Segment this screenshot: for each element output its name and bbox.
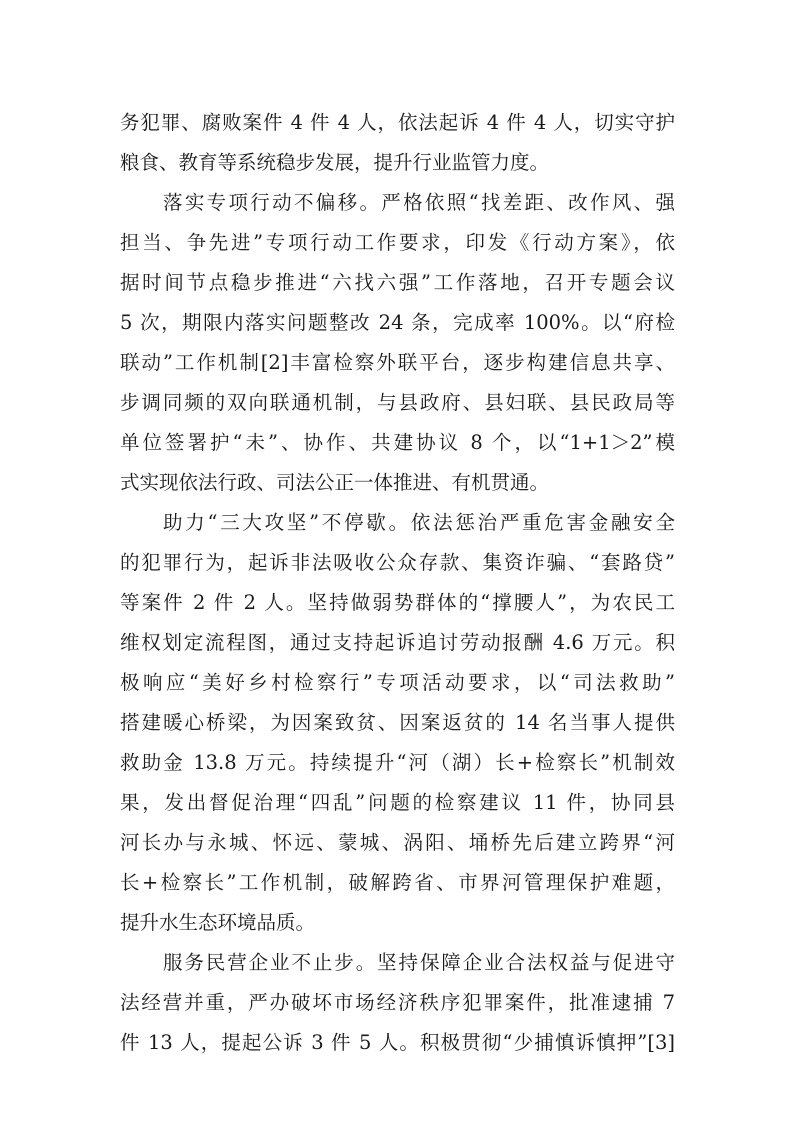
text-line: 务犯罪、腐败案件 4 件 4 人，依法起诉 4 件 4 人，切实守护: [120, 111, 675, 134]
text-line: 维权划定流程图，通过支持起诉追讨劳动报酬 4.6 万元。积: [120, 631, 675, 654]
text-line: 河长办与永城、怀远、蒙城、涡阳、埇桥先后建立跨界“河: [120, 831, 675, 854]
text-line: 件 13 人，提起公诉 3 件 5 人。积极贯彻“少捕慎诉慎押”[3]: [120, 1031, 675, 1054]
text-line: 长+检察长”工作机制，破解跨省、市界河管理保护难题，: [120, 871, 675, 894]
text-line: 5 次，期限内落实问题整改 24 条，完成率 100%。以“府检: [120, 311, 675, 334]
text-line: 步调同频的双向联通机制，与县政府、县妇联、县民政局等: [120, 391, 675, 414]
text-line: 粮食、教育等系统稳步发展，提升行业监管力度。: [120, 151, 550, 174]
paragraph-start-line: 助力“三大攻坚”不停歇。依法惩治严重危害金融安全: [163, 511, 675, 534]
text-line: 式实现依法行政、司法公正一体推进、有机贯通。: [120, 471, 550, 494]
text-line: 救助金 13.8 万元。持续提升“河（湖）长+检察长”机制效: [120, 751, 675, 774]
paragraph-start-line: 落实专项行动不偏移。严格依照“找差距、改作风、强: [163, 191, 675, 214]
text-line: 据时间节点稳步推进“六找六强”工作落地，召开专题会议: [120, 271, 675, 294]
text-line: 单位签署护“未”、协作、共建协议 8 个，以“1+1＞2”模: [120, 431, 675, 454]
text-line: 等案件 2 件 2 人。坚持做弱势群体的“撑腰人”，为农民工: [120, 591, 675, 614]
text-line: 担当、争先进”专项行动工作要求，印发《行动方案》，依: [120, 231, 675, 254]
text-line: 果，发出督促治理“四乱”问题的检察建议 11 件，协同县: [120, 791, 675, 814]
text-line: 联动”工作机制[2]丰富检察外联平台，逐步构建信息共享、: [120, 351, 675, 374]
paragraph-start-line: 服务民营企业不止步。坚持保障企业合法权益与促进守: [163, 951, 675, 974]
text-line: 提升水生态环境品质。: [120, 911, 316, 934]
text-line: 法经营并重，严办破坏市场经济秩序犯罪案件，批准逮捕 7: [120, 991, 675, 1014]
text-line: 搭建暖心桥梁，为因案致贫、因案返贫的 14 名当事人提供: [120, 711, 675, 734]
text-line: 的犯罪行为，起诉非法吸收公众存款、集资诈骗、“套路贷”: [120, 551, 675, 574]
text-line: 极响应“美好乡村检察行”专项活动要求，以“司法救助”: [120, 671, 675, 694]
